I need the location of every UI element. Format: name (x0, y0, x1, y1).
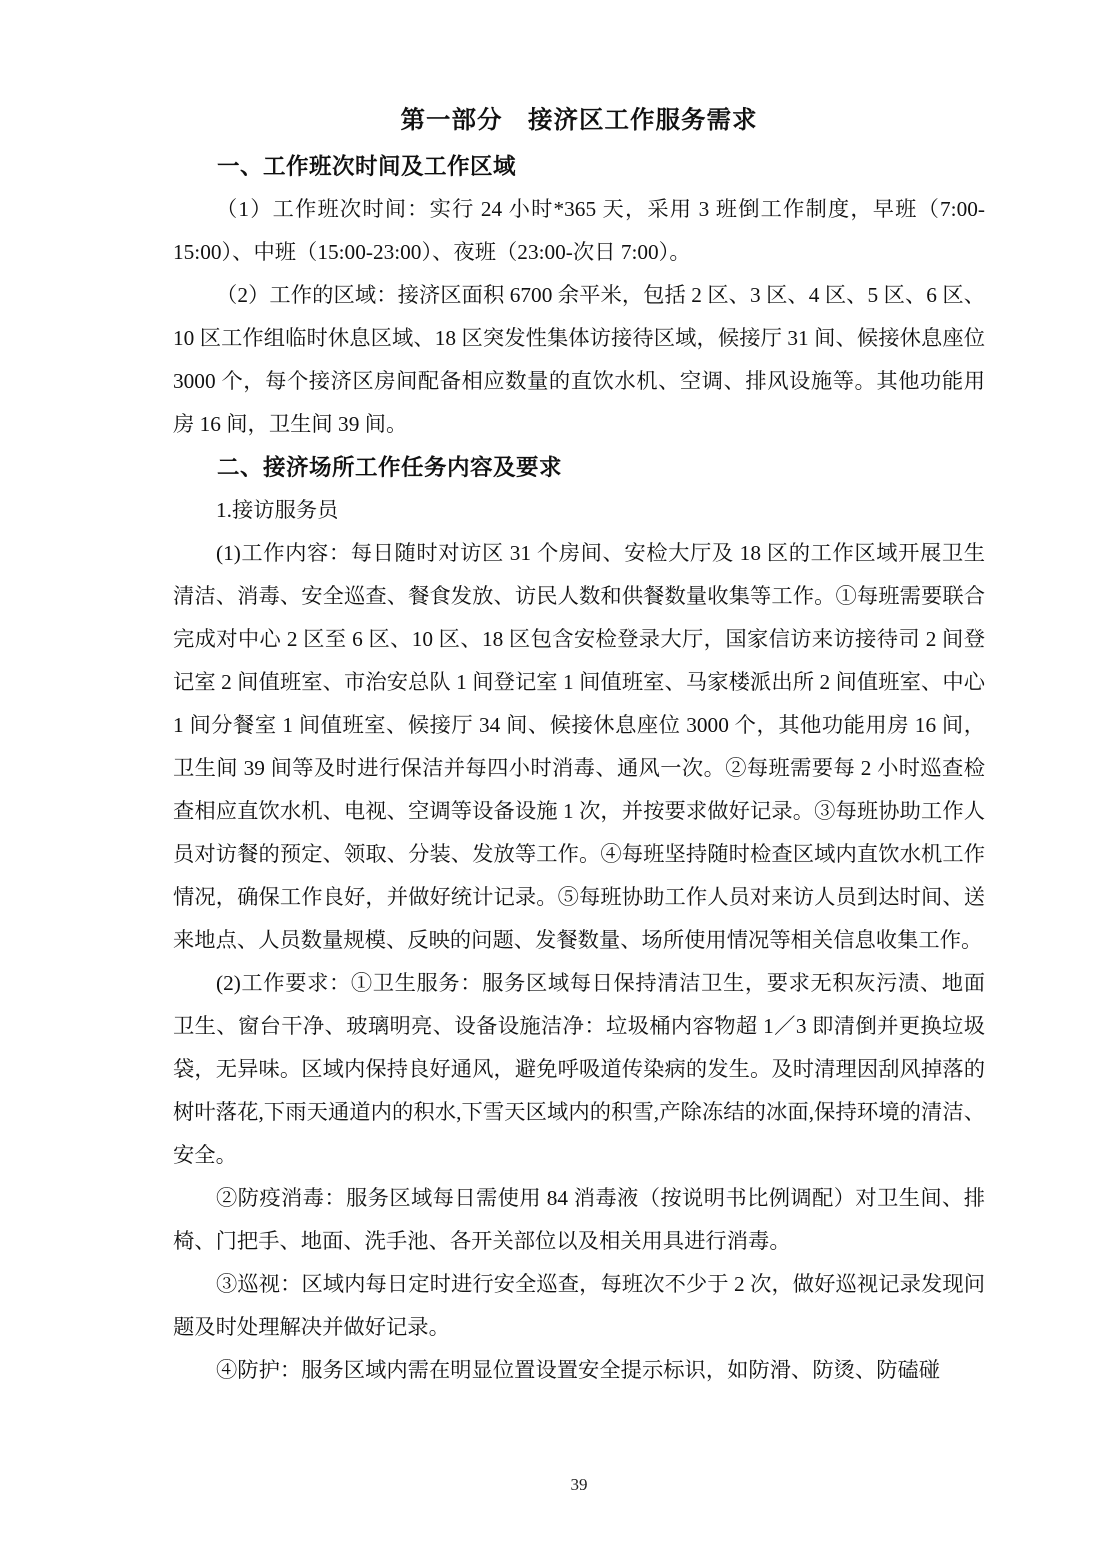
subheading-reception-attendant: 1.接访服务员 (216, 498, 339, 522)
paragraph-work-content: (1)工作内容：每日随时对访区 31 个房间、安检大厅及 18 区的工作区域开展卫生清洁、消毒、安全巡查、餐食发放、访民人数和供餐数量收集等工作。①每班需要联合完成对中心 2 区至 6 区、10 区、18 区包含安检登录大厅，国家信访来访接待司 2 间登记室 2 间值班室、市治安总队 1 间登记室 1 间值班室、马家楼派出所 2 间值班室、中心 1 间分餐室 1 间值班室、候接厅 34 间、候接休息座位 3000 个，其他功能用房 16 间，卫生间 39 间等及时进行保洁并每四小时消毒、通风一次。②每班需要每 2 小时巡查检查相应直饮水机、电视、空调等设备设施 1 次，并按要求做好记录。③每班协助工作人员对访餐的预定、领取、分装、发放等工作。④每班坚持随时检查区域内直饮水机工作情况，确保工作良好，并做好统计记录。⑤每班协助工作人员对来访人员到达时间、送来地点、人员数量规模、反映的问题、发餐数量、场所使用情况等相关信息收集工作。 (173, 541, 985, 952)
paragraph-work-shift-time: （1）工作班次时间：实行 24 小时*365 天，采用 3 班倒工作制度，早班（7:00-15:00）、中班（15:00-23:00）、夜班（23:00-次日 7:00）。 (173, 197, 985, 264)
section-heading-work-shift-and-area: 一、工作班次时间及工作区域 (217, 154, 517, 179)
section-heading-task-content-and-requirements: 二、接济场所工作任务内容及要求 (217, 455, 563, 480)
paragraph-disinfection: ②防疫消毒：服务区域每日需使用 84 消毒液（按说明书比例调配）对卫生间、排椅、门把手、地面、洗手池、各开关部位以及相关用具进行消毒。 (173, 1186, 985, 1253)
paragraph-protection: ④防护：服务区域内需在明显位置设置安全提示标识，如防滑、防烫、防磕碰 (216, 1358, 941, 1382)
paragraph-patrol: ③巡视：区域内每日定时进行安全巡查，每班次不少于 2 次，做好巡视记录发现问题及时处理解决并做好记录。 (173, 1272, 985, 1339)
paragraph-work-area: （2）工作的区域：接济区面积 6700 余平米，包括 2 区、3 区、4 区、5 区、6 区、10 区工作组临时休息区域、18 区突发性集体访接待区域，候接厅 31 间、候接休息座位 3000 个，每个接济区房间配备相应数量的直饮水机、空调、排风设施等。其他功能用房 16 间，卫生间 39 间。 (173, 283, 985, 436)
paragraph-work-requirements: (2)工作要求：①卫生服务：服务区域每日保持清洁卫生，要求无积灰污渍、地面卫生、窗台干净、玻璃明亮、设备设施洁净：垃圾桶内容物超 1／3 即清倒并更换垃圾袋，无异味。区域内保持良好通风，避免呼吸道传染病的发生。及时清理因刮风掉落的树叶落花,下雨天通道内的积水,下雪天区域内的积雪,产除冻结的冰面,保持环境的清洁、安全。 (173, 971, 985, 1167)
page-title: 第一部分 接济区工作服务需求 (400, 107, 758, 134)
document-content (173, 97, 985, 1392)
page-number: 39 (570, 1475, 588, 1494)
